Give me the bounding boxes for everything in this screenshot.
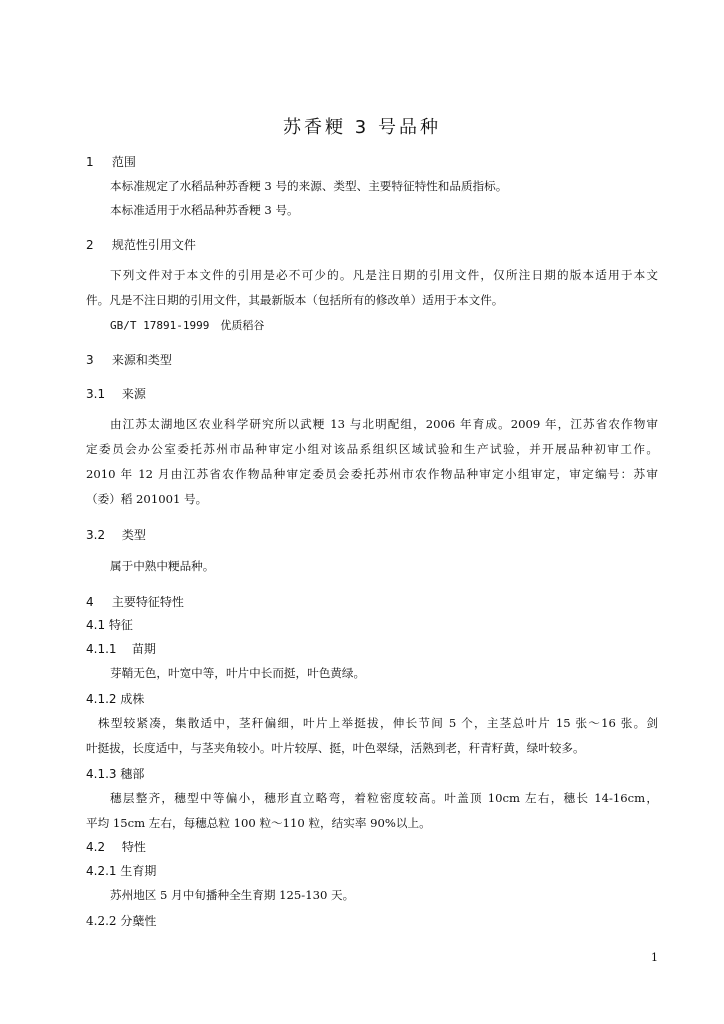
section-4-1-3-heading: 4.1.3 穗部 bbox=[86, 767, 145, 781]
section-3-1-heading bbox=[86, 385, 146, 402]
section-3-2-heading bbox=[86, 526, 146, 543]
section-title: 特性 bbox=[121, 840, 146, 854]
section-4-1-heading: 4.1 特征 bbox=[86, 618, 133, 632]
paragraph-line: 株型较紧凑，集散适中，茎秆偏细，叶片上举挺拔，伸长节间 5 个，主茎总叶片 15 张～16 张。剑 bbox=[98, 716, 658, 730]
referenced-standard: GB/T 17891-1999 优质稻谷 bbox=[110, 319, 265, 332]
section-2-heading bbox=[86, 236, 196, 253]
paragraph-line: 属于中熟中粳品种。 bbox=[110, 559, 215, 573]
paragraph-line: （委）稻 201001 号。 bbox=[86, 492, 208, 506]
section-4-2-2-heading: 4.2.2 分蘖性 bbox=[86, 914, 157, 928]
paragraph-line: 本标准规定了水稻品种苏香粳 3 号的来源、类型、主要特征特性和品质指标。 bbox=[110, 179, 508, 193]
section-number: 3.1 bbox=[86, 387, 106, 401]
section-title: 来源和类型 bbox=[111, 353, 172, 367]
section-title: 类型 bbox=[121, 528, 146, 542]
paragraph-line: 平均 15cm 左右，每穗总粒 100 粒～110 粒，结实率 90%以上。 bbox=[86, 816, 431, 830]
paragraph-line: 穗层整齐，穗型中等偏小，穗形直立略弯，着粒密度较高。叶盖顶 10cm 左右，穗长 14-16cm， bbox=[110, 791, 658, 805]
document-title: 苏香粳 3 号品种 bbox=[283, 117, 441, 138]
section-1-heading bbox=[86, 153, 136, 170]
section-title: 苗期 bbox=[131, 642, 156, 656]
section-number: 4.2 bbox=[86, 840, 106, 854]
paragraph-line: 下列文件对于本文件的引用是必不可少的。凡是注日期的引用文件，仅所注日期的版本适用于本文 bbox=[110, 268, 658, 282]
section-title: 规范性引用文件 bbox=[111, 238, 196, 252]
section-4-2-heading bbox=[86, 838, 146, 855]
page-number: 1 bbox=[651, 951, 658, 964]
section-title: 来源 bbox=[121, 387, 146, 401]
section-number: 3 bbox=[86, 353, 94, 367]
section-number: 2 bbox=[86, 238, 94, 252]
section-4-heading bbox=[86, 593, 184, 610]
section-number: 4 bbox=[86, 595, 94, 609]
section-3-heading bbox=[86, 351, 172, 368]
section-4-1-1-heading bbox=[86, 640, 156, 657]
paragraph-line: 定委员会办公室委托苏州市品种审定小组对该品系组织区域试验和生产试验，并开展品种初审工作。 bbox=[86, 442, 658, 456]
section-number: 4.1.1 bbox=[86, 642, 117, 656]
paragraph-line: 本标准适用于水稻品种苏香粳 3 号。 bbox=[110, 203, 299, 217]
paragraph-line: 由江苏太湖地区农业科学研究所以武粳 13 与北明配组，2006 年育成。2009 年，江苏省农作物审 bbox=[110, 417, 658, 431]
section-title: 主要特征特性 bbox=[111, 595, 184, 609]
section-4-1-2-heading: 4.1.2 成株 bbox=[86, 692, 145, 706]
section-number: 1 bbox=[86, 155, 94, 169]
paragraph-line: 苏州地区 5 月中旬播种全生育期 125-130 天。 bbox=[110, 888, 355, 902]
paragraph-line: 件。凡是不注日期的引用文件，其最新版本（包括所有的修改单）适用于本文件。 bbox=[86, 293, 504, 307]
paragraph-line: 芽鞘无色，叶宽中等，叶片中长而挺，叶色黄绿。 bbox=[110, 666, 366, 680]
section-4-2-1-heading: 4.2.1 生育期 bbox=[86, 864, 157, 878]
section-number: 3.2 bbox=[86, 528, 106, 542]
paragraph-line: 叶挺拔，长度适中，与茎夹角较小。叶片较厚、挺，叶色翠绿，活熟到老，秆青籽黄，绿叶较多。 bbox=[86, 741, 585, 755]
paragraph-line: 2010 年 12 月由江苏省农作物品种审定委员会委托苏州市农作物品种审定小组审定，审定编号：苏审 bbox=[86, 467, 658, 481]
section-title: 范围 bbox=[111, 155, 136, 169]
